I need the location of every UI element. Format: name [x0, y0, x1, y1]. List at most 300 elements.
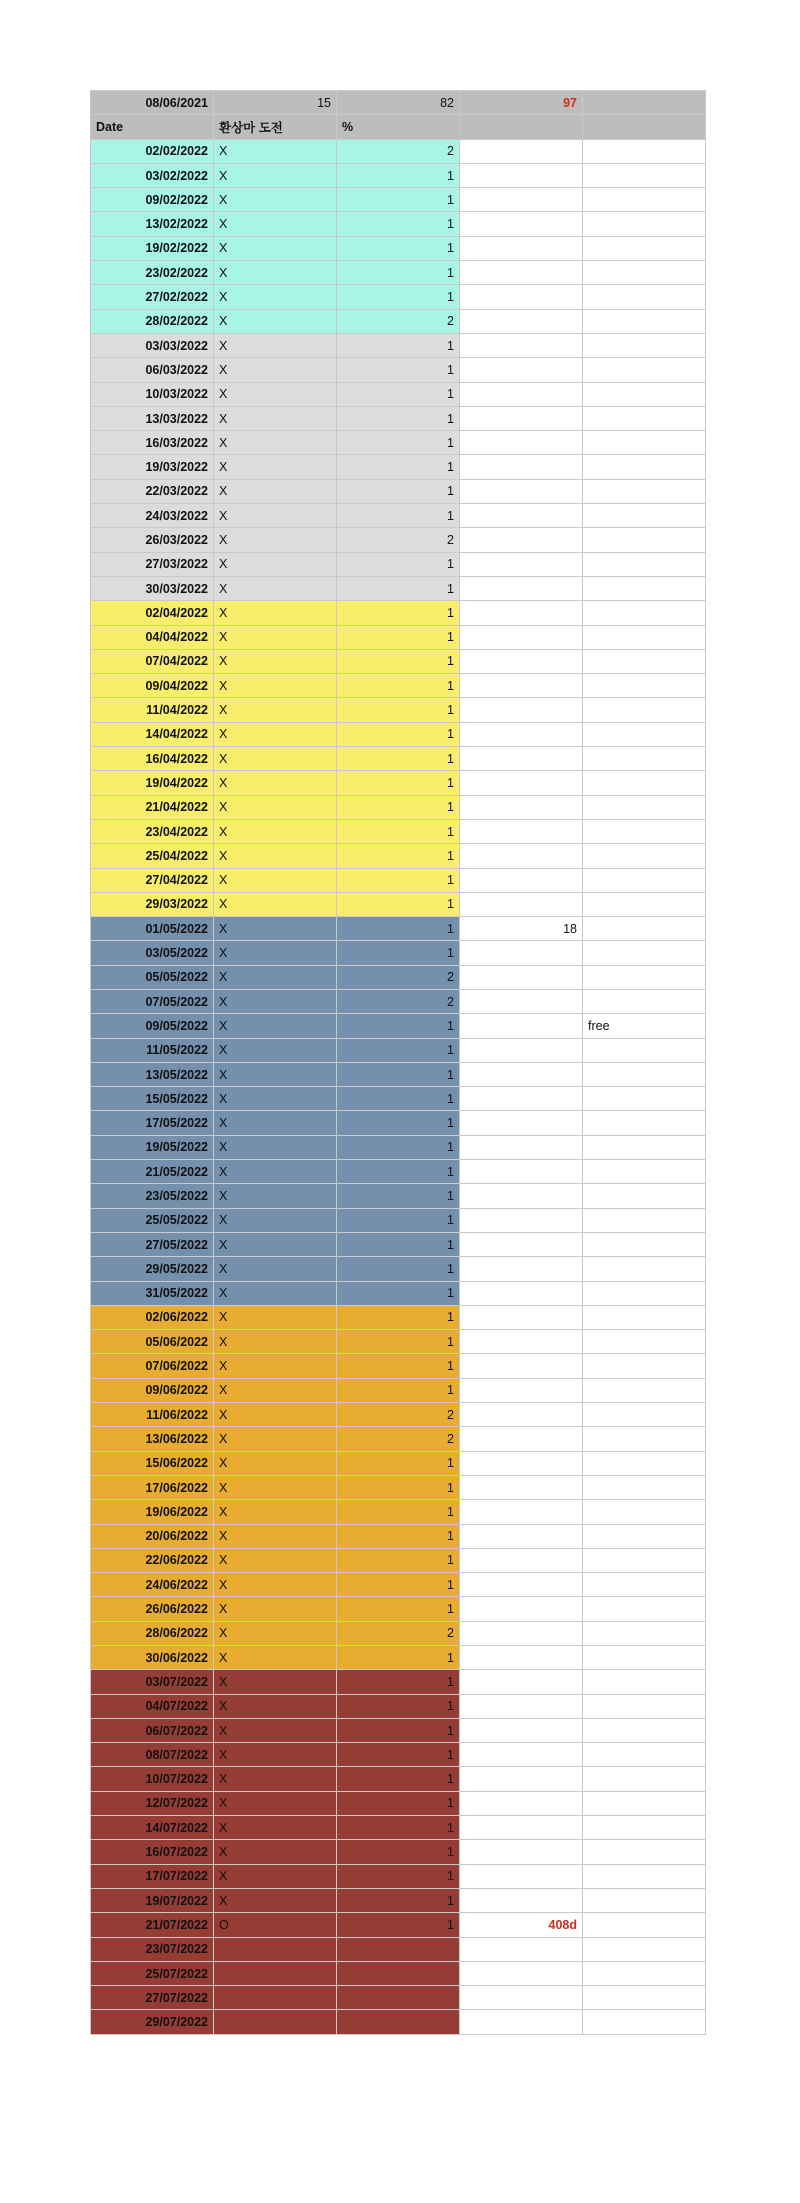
date-cell[interactable]: 31/05/2022: [91, 1281, 214, 1305]
mark-cell[interactable]: X: [214, 1791, 337, 1815]
count-cell[interactable]: 1: [337, 1184, 460, 1208]
extra-cell[interactable]: [583, 576, 706, 600]
count-cell[interactable]: 1: [337, 1597, 460, 1621]
count-cell[interactable]: 1: [337, 1014, 460, 1038]
extra-cell[interactable]: [583, 1767, 706, 1791]
date-cell[interactable]: 06/03/2022: [91, 358, 214, 382]
date-cell[interactable]: 07/06/2022: [91, 1354, 214, 1378]
mark-cell[interactable]: X: [214, 358, 337, 382]
date-cell[interactable]: 19/06/2022: [91, 1500, 214, 1524]
count-cell[interactable]: 1: [337, 1208, 460, 1232]
note-cell[interactable]: [460, 1646, 583, 1670]
count-cell[interactable]: 2: [337, 528, 460, 552]
mark-cell[interactable]: X: [214, 868, 337, 892]
extra-cell[interactable]: [583, 261, 706, 285]
date-cell[interactable]: 24/03/2022: [91, 504, 214, 528]
date-cell[interactable]: 02/04/2022: [91, 601, 214, 625]
extra-cell[interactable]: free: [583, 1014, 706, 1038]
note-cell[interactable]: [460, 1524, 583, 1548]
summary-empty-cell[interactable]: [583, 91, 706, 115]
count-cell[interactable]: 2: [337, 989, 460, 1013]
mark-cell[interactable]: X: [214, 1087, 337, 1111]
extra-cell[interactable]: [583, 917, 706, 941]
count-cell[interactable]: 1: [337, 771, 460, 795]
note-cell[interactable]: [460, 892, 583, 916]
count-cell[interactable]: 1: [337, 576, 460, 600]
count-cell[interactable]: 1: [337, 1257, 460, 1281]
date-cell[interactable]: 06/07/2022: [91, 1718, 214, 1742]
mark-cell[interactable]: X: [214, 795, 337, 819]
mark-cell[interactable]: X: [214, 212, 337, 236]
extra-cell[interactable]: [583, 1378, 706, 1402]
count-cell[interactable]: 1: [337, 1232, 460, 1256]
extra-cell[interactable]: [583, 504, 706, 528]
count-cell[interactable]: 1: [337, 1305, 460, 1329]
note-cell[interactable]: [460, 1403, 583, 1427]
mark-cell[interactable]: X: [214, 1718, 337, 1742]
note-cell[interactable]: [460, 431, 583, 455]
note-cell[interactable]: [460, 1864, 583, 1888]
mark-cell[interactable]: X: [214, 1062, 337, 1086]
count-cell[interactable]: 1: [337, 1767, 460, 1791]
mark-cell[interactable]: X: [214, 1427, 337, 1451]
note-cell[interactable]: [460, 771, 583, 795]
date-cell[interactable]: 17/05/2022: [91, 1111, 214, 1135]
summary-percent-cell[interactable]: 82: [337, 91, 460, 115]
note-cell[interactable]: [460, 1451, 583, 1475]
mark-cell[interactable]: X: [214, 1548, 337, 1572]
extra-cell[interactable]: [583, 479, 706, 503]
mark-cell[interactable]: X: [214, 1670, 337, 1694]
note-cell[interactable]: [460, 1232, 583, 1256]
note-cell[interactable]: [460, 795, 583, 819]
column-header-date[interactable]: Date: [91, 115, 214, 139]
count-cell[interactable]: 1: [337, 601, 460, 625]
count-cell[interactable]: 1: [337, 1281, 460, 1305]
date-cell[interactable]: 03/03/2022: [91, 333, 214, 357]
date-cell[interactable]: 10/07/2022: [91, 1767, 214, 1791]
count-cell[interactable]: 1: [337, 868, 460, 892]
date-cell[interactable]: 12/07/2022: [91, 1791, 214, 1815]
extra-cell[interactable]: [583, 941, 706, 965]
extra-cell[interactable]: [583, 819, 706, 843]
note-cell[interactable]: [460, 576, 583, 600]
mark-cell[interactable]: X: [214, 1694, 337, 1718]
mark-cell[interactable]: X: [214, 649, 337, 673]
extra-cell[interactable]: [583, 698, 706, 722]
note-cell[interactable]: [460, 722, 583, 746]
note-cell[interactable]: [460, 1597, 583, 1621]
extra-cell[interactable]: [583, 722, 706, 746]
count-cell[interactable]: 1: [337, 1524, 460, 1548]
count-cell[interactable]: 1: [337, 1038, 460, 1062]
extra-cell[interactable]: [583, 1791, 706, 1815]
mark-cell[interactable]: X: [214, 1135, 337, 1159]
note-cell[interactable]: [460, 1378, 583, 1402]
mark-cell[interactable]: X: [214, 892, 337, 916]
note-cell[interactable]: [460, 1330, 583, 1354]
count-cell[interactable]: 1: [337, 1816, 460, 1840]
count-cell[interactable]: 1: [337, 1062, 460, 1086]
extra-cell[interactable]: [583, 1500, 706, 1524]
note-cell[interactable]: [460, 965, 583, 989]
count-cell[interactable]: 1: [337, 1087, 460, 1111]
date-cell[interactable]: 27/07/2022: [91, 1986, 214, 2010]
count-cell[interactable]: 1: [337, 1451, 460, 1475]
count-cell[interactable]: 2: [337, 1427, 460, 1451]
mark-cell[interactable]: X: [214, 431, 337, 455]
note-cell[interactable]: [460, 1135, 583, 1159]
mark-cell[interactable]: X: [214, 1597, 337, 1621]
count-cell[interactable]: 1: [337, 892, 460, 916]
date-cell[interactable]: 23/02/2022: [91, 261, 214, 285]
date-cell[interactable]: 19/07/2022: [91, 1888, 214, 1912]
extra-cell[interactable]: [583, 1184, 706, 1208]
mark-cell[interactable]: X: [214, 576, 337, 600]
extra-cell[interactable]: [583, 1062, 706, 1086]
count-cell[interactable]: 1: [337, 1160, 460, 1184]
note-cell[interactable]: [460, 1087, 583, 1111]
date-cell[interactable]: 03/05/2022: [91, 941, 214, 965]
note-cell[interactable]: 18: [460, 917, 583, 941]
date-cell[interactable]: 27/03/2022: [91, 552, 214, 576]
extra-cell[interactable]: [583, 552, 706, 576]
count-cell[interactable]: 1: [337, 795, 460, 819]
extra-cell[interactable]: [583, 868, 706, 892]
count-cell[interactable]: 1: [337, 1694, 460, 1718]
note-cell[interactable]: [460, 236, 583, 260]
date-cell[interactable]: 25/07/2022: [91, 1961, 214, 1985]
note-cell[interactable]: [460, 1208, 583, 1232]
note-cell[interactable]: [460, 2010, 583, 2034]
note-cell[interactable]: [460, 552, 583, 576]
mark-cell[interactable]: [214, 1986, 337, 2010]
date-cell[interactable]: 05/06/2022: [91, 1330, 214, 1354]
date-cell[interactable]: 29/05/2022: [91, 1257, 214, 1281]
extra-cell[interactable]: [583, 892, 706, 916]
extra-cell[interactable]: [583, 212, 706, 236]
mark-cell[interactable]: X: [214, 844, 337, 868]
extra-cell[interactable]: [583, 1743, 706, 1767]
note-cell[interactable]: [460, 868, 583, 892]
note-cell[interactable]: [460, 649, 583, 673]
count-cell[interactable]: 1: [337, 941, 460, 965]
mark-cell[interactable]: [214, 1937, 337, 1961]
date-cell[interactable]: 04/07/2022: [91, 1694, 214, 1718]
count-cell[interactable]: 1: [337, 504, 460, 528]
note-cell[interactable]: [460, 1014, 583, 1038]
date-cell[interactable]: 09/04/2022: [91, 674, 214, 698]
extra-cell[interactable]: [583, 1961, 706, 1985]
date-cell[interactable]: 08/07/2022: [91, 1743, 214, 1767]
extra-cell[interactable]: [583, 382, 706, 406]
column-header-challenge[interactable]: 환상마 도전: [214, 115, 337, 139]
note-cell[interactable]: [460, 212, 583, 236]
extra-cell[interactable]: [583, 601, 706, 625]
date-cell[interactable]: 19/04/2022: [91, 771, 214, 795]
count-cell[interactable]: 1: [337, 1548, 460, 1572]
extra-cell[interactable]: [583, 1718, 706, 1742]
mark-cell[interactable]: X: [214, 1257, 337, 1281]
mark-cell[interactable]: X: [214, 1864, 337, 1888]
mark-cell[interactable]: X: [214, 139, 337, 163]
count-cell[interactable]: 1: [337, 431, 460, 455]
count-cell[interactable]: 1: [337, 382, 460, 406]
extra-cell[interactable]: [583, 795, 706, 819]
mark-cell[interactable]: X: [214, 1160, 337, 1184]
note-cell[interactable]: [460, 1548, 583, 1572]
count-cell[interactable]: 1: [337, 1888, 460, 1912]
extra-cell[interactable]: [583, 747, 706, 771]
mark-cell[interactable]: X: [214, 1840, 337, 1864]
date-cell[interactable]: 11/04/2022: [91, 698, 214, 722]
date-cell[interactable]: 27/05/2022: [91, 1232, 214, 1256]
count-cell[interactable]: 2: [337, 965, 460, 989]
date-cell[interactable]: 22/06/2022: [91, 1548, 214, 1572]
date-cell[interactable]: 07/05/2022: [91, 989, 214, 1013]
count-cell[interactable]: 1: [337, 212, 460, 236]
date-cell[interactable]: 23/07/2022: [91, 1937, 214, 1961]
mark-cell[interactable]: X: [214, 1378, 337, 1402]
summary-total-cell[interactable]: 97: [460, 91, 583, 115]
extra-cell[interactable]: [583, 1913, 706, 1937]
mark-cell[interactable]: X: [214, 1038, 337, 1062]
note-cell[interactable]: [460, 1718, 583, 1742]
mark-cell[interactable]: X: [214, 479, 337, 503]
note-cell[interactable]: [460, 285, 583, 309]
extra-cell[interactable]: [583, 844, 706, 868]
note-cell[interactable]: [460, 941, 583, 965]
date-cell[interactable]: 24/06/2022: [91, 1573, 214, 1597]
count-cell[interactable]: 1: [337, 285, 460, 309]
date-cell[interactable]: 27/02/2022: [91, 285, 214, 309]
note-cell[interactable]: 408d: [460, 1913, 583, 1937]
note-cell[interactable]: [460, 844, 583, 868]
count-cell[interactable]: 2: [337, 139, 460, 163]
date-cell[interactable]: 01/05/2022: [91, 917, 214, 941]
note-cell[interactable]: [460, 1038, 583, 1062]
note-cell[interactable]: [460, 261, 583, 285]
date-cell[interactable]: 07/04/2022: [91, 649, 214, 673]
extra-cell[interactable]: [583, 1548, 706, 1572]
date-cell[interactable]: 19/03/2022: [91, 455, 214, 479]
extra-cell[interactable]: [583, 285, 706, 309]
mark-cell[interactable]: X: [214, 455, 337, 479]
mark-cell[interactable]: X: [214, 285, 337, 309]
date-cell[interactable]: 11/05/2022: [91, 1038, 214, 1062]
mark-cell[interactable]: X: [214, 1621, 337, 1645]
extra-cell[interactable]: [583, 1038, 706, 1062]
count-cell[interactable]: 1: [337, 917, 460, 941]
extra-cell[interactable]: [583, 1475, 706, 1499]
date-cell[interactable]: 16/07/2022: [91, 1840, 214, 1864]
mark-cell[interactable]: [214, 1961, 337, 1985]
extra-cell[interactable]: [583, 139, 706, 163]
mark-cell[interactable]: X: [214, 941, 337, 965]
date-cell[interactable]: 28/02/2022: [91, 309, 214, 333]
date-cell[interactable]: 14/07/2022: [91, 1816, 214, 1840]
mark-cell[interactable]: X: [214, 1500, 337, 1524]
date-cell[interactable]: 16/03/2022: [91, 431, 214, 455]
extra-cell[interactable]: [583, 771, 706, 795]
extra-cell[interactable]: [583, 1864, 706, 1888]
count-cell[interactable]: 1: [337, 261, 460, 285]
count-cell[interactable]: 1: [337, 698, 460, 722]
count-cell[interactable]: 1: [337, 1354, 460, 1378]
mark-cell[interactable]: X: [214, 722, 337, 746]
count-cell[interactable]: 1: [337, 1864, 460, 1888]
date-cell[interactable]: 21/07/2022: [91, 1913, 214, 1937]
note-cell[interactable]: [460, 406, 583, 430]
count-cell[interactable]: 2: [337, 1621, 460, 1645]
mark-cell[interactable]: X: [214, 989, 337, 1013]
date-cell[interactable]: 17/07/2022: [91, 1864, 214, 1888]
note-cell[interactable]: [460, 1791, 583, 1815]
extra-cell[interactable]: [583, 1305, 706, 1329]
count-cell[interactable]: 1: [337, 188, 460, 212]
date-cell[interactable]: 03/02/2022: [91, 163, 214, 187]
date-cell[interactable]: 30/03/2022: [91, 576, 214, 600]
extra-cell[interactable]: [583, 649, 706, 673]
note-cell[interactable]: [460, 1694, 583, 1718]
note-cell[interactable]: [460, 1670, 583, 1694]
extra-cell[interactable]: [583, 1816, 706, 1840]
mark-cell[interactable]: X: [214, 1111, 337, 1135]
mark-cell[interactable]: X: [214, 601, 337, 625]
mark-cell[interactable]: X: [214, 163, 337, 187]
date-cell[interactable]: 25/04/2022: [91, 844, 214, 868]
count-cell[interactable]: 1: [337, 1718, 460, 1742]
count-cell[interactable]: 1: [337, 1840, 460, 1864]
extra-cell[interactable]: [583, 1330, 706, 1354]
count-cell[interactable]: 1: [337, 406, 460, 430]
count-cell[interactable]: 1: [337, 1670, 460, 1694]
extra-cell[interactable]: [583, 1087, 706, 1111]
extra-cell[interactable]: [583, 1427, 706, 1451]
note-cell[interactable]: [460, 747, 583, 771]
mark-cell[interactable]: X: [214, 333, 337, 357]
date-cell[interactable]: 21/04/2022: [91, 795, 214, 819]
date-cell[interactable]: 23/05/2022: [91, 1184, 214, 1208]
count-cell[interactable]: 1: [337, 819, 460, 843]
note-cell[interactable]: [460, 504, 583, 528]
count-cell[interactable]: 1: [337, 1378, 460, 1402]
count-cell[interactable]: 1: [337, 674, 460, 698]
extra-cell[interactable]: [583, 1232, 706, 1256]
note-cell[interactable]: [460, 698, 583, 722]
note-cell[interactable]: [460, 1573, 583, 1597]
count-cell[interactable]: 1: [337, 722, 460, 746]
date-cell[interactable]: 15/06/2022: [91, 1451, 214, 1475]
extra-cell[interactable]: [583, 1524, 706, 1548]
mark-cell[interactable]: X: [214, 528, 337, 552]
mark-cell[interactable]: X: [214, 504, 337, 528]
extra-cell[interactable]: [583, 1621, 706, 1645]
date-cell[interactable]: 02/06/2022: [91, 1305, 214, 1329]
note-cell[interactable]: [460, 528, 583, 552]
count-cell[interactable]: 2: [337, 1403, 460, 1427]
count-cell[interactable]: [337, 1986, 460, 2010]
note-cell[interactable]: [460, 1743, 583, 1767]
date-cell[interactable]: 03/07/2022: [91, 1670, 214, 1694]
note-cell[interactable]: [460, 1160, 583, 1184]
date-cell[interactable]: 09/06/2022: [91, 1378, 214, 1402]
mark-cell[interactable]: X: [214, 1451, 337, 1475]
summary-date-cell[interactable]: 08/06/2021: [91, 91, 214, 115]
note-cell[interactable]: [460, 989, 583, 1013]
count-cell[interactable]: 1: [337, 236, 460, 260]
mark-cell[interactable]: X: [214, 1403, 337, 1427]
date-cell[interactable]: 09/05/2022: [91, 1014, 214, 1038]
note-cell[interactable]: [460, 309, 583, 333]
note-cell[interactable]: [460, 1475, 583, 1499]
count-cell[interactable]: 1: [337, 1500, 460, 1524]
note-cell[interactable]: [460, 455, 583, 479]
date-cell[interactable]: 20/06/2022: [91, 1524, 214, 1548]
note-cell[interactable]: [460, 1888, 583, 1912]
note-cell[interactable]: [460, 674, 583, 698]
note-cell[interactable]: [460, 163, 583, 187]
note-cell[interactable]: [460, 1840, 583, 1864]
extra-cell[interactable]: [583, 965, 706, 989]
mark-cell[interactable]: X: [214, 382, 337, 406]
mark-cell[interactable]: X: [214, 1573, 337, 1597]
note-cell[interactable]: [460, 819, 583, 843]
note-cell[interactable]: [460, 1257, 583, 1281]
extra-cell[interactable]: [583, 358, 706, 382]
count-cell[interactable]: 1: [337, 358, 460, 382]
date-cell[interactable]: 02/02/2022: [91, 139, 214, 163]
mark-cell[interactable]: X: [214, 1524, 337, 1548]
extra-cell[interactable]: [583, 188, 706, 212]
mark-cell[interactable]: X: [214, 1208, 337, 1232]
extra-cell[interactable]: [583, 1208, 706, 1232]
extra-cell[interactable]: [583, 1111, 706, 1135]
count-cell[interactable]: 1: [337, 1135, 460, 1159]
note-cell[interactable]: [460, 358, 583, 382]
count-cell[interactable]: 1: [337, 333, 460, 357]
note-cell[interactable]: [460, 1767, 583, 1791]
mark-cell[interactable]: X: [214, 1646, 337, 1670]
extra-cell[interactable]: [583, 1840, 706, 1864]
extra-cell[interactable]: [583, 1888, 706, 1912]
count-cell[interactable]: 1: [337, 625, 460, 649]
mark-cell[interactable]: X: [214, 674, 337, 698]
date-cell[interactable]: 22/03/2022: [91, 479, 214, 503]
mark-cell[interactable]: X: [214, 552, 337, 576]
mark-cell[interactable]: X: [214, 1354, 337, 1378]
mark-cell[interactable]: X: [214, 771, 337, 795]
date-cell[interactable]: 11/06/2022: [91, 1403, 214, 1427]
date-cell[interactable]: 29/03/2022: [91, 892, 214, 916]
note-cell[interactable]: [460, 479, 583, 503]
date-cell[interactable]: 16/04/2022: [91, 747, 214, 771]
extra-cell[interactable]: [583, 431, 706, 455]
mark-cell[interactable]: X: [214, 1816, 337, 1840]
mark-cell[interactable]: X: [214, 1184, 337, 1208]
mark-cell[interactable]: X: [214, 1743, 337, 1767]
extra-cell[interactable]: [583, 1937, 706, 1961]
count-cell[interactable]: 1: [337, 479, 460, 503]
date-cell[interactable]: 26/06/2022: [91, 1597, 214, 1621]
mark-cell[interactable]: X: [214, 188, 337, 212]
mark-cell[interactable]: X: [214, 1232, 337, 1256]
date-cell[interactable]: 29/07/2022: [91, 2010, 214, 2034]
extra-cell[interactable]: [583, 309, 706, 333]
date-cell[interactable]: 27/04/2022: [91, 868, 214, 892]
note-cell[interactable]: [460, 188, 583, 212]
date-cell[interactable]: 13/06/2022: [91, 1427, 214, 1451]
